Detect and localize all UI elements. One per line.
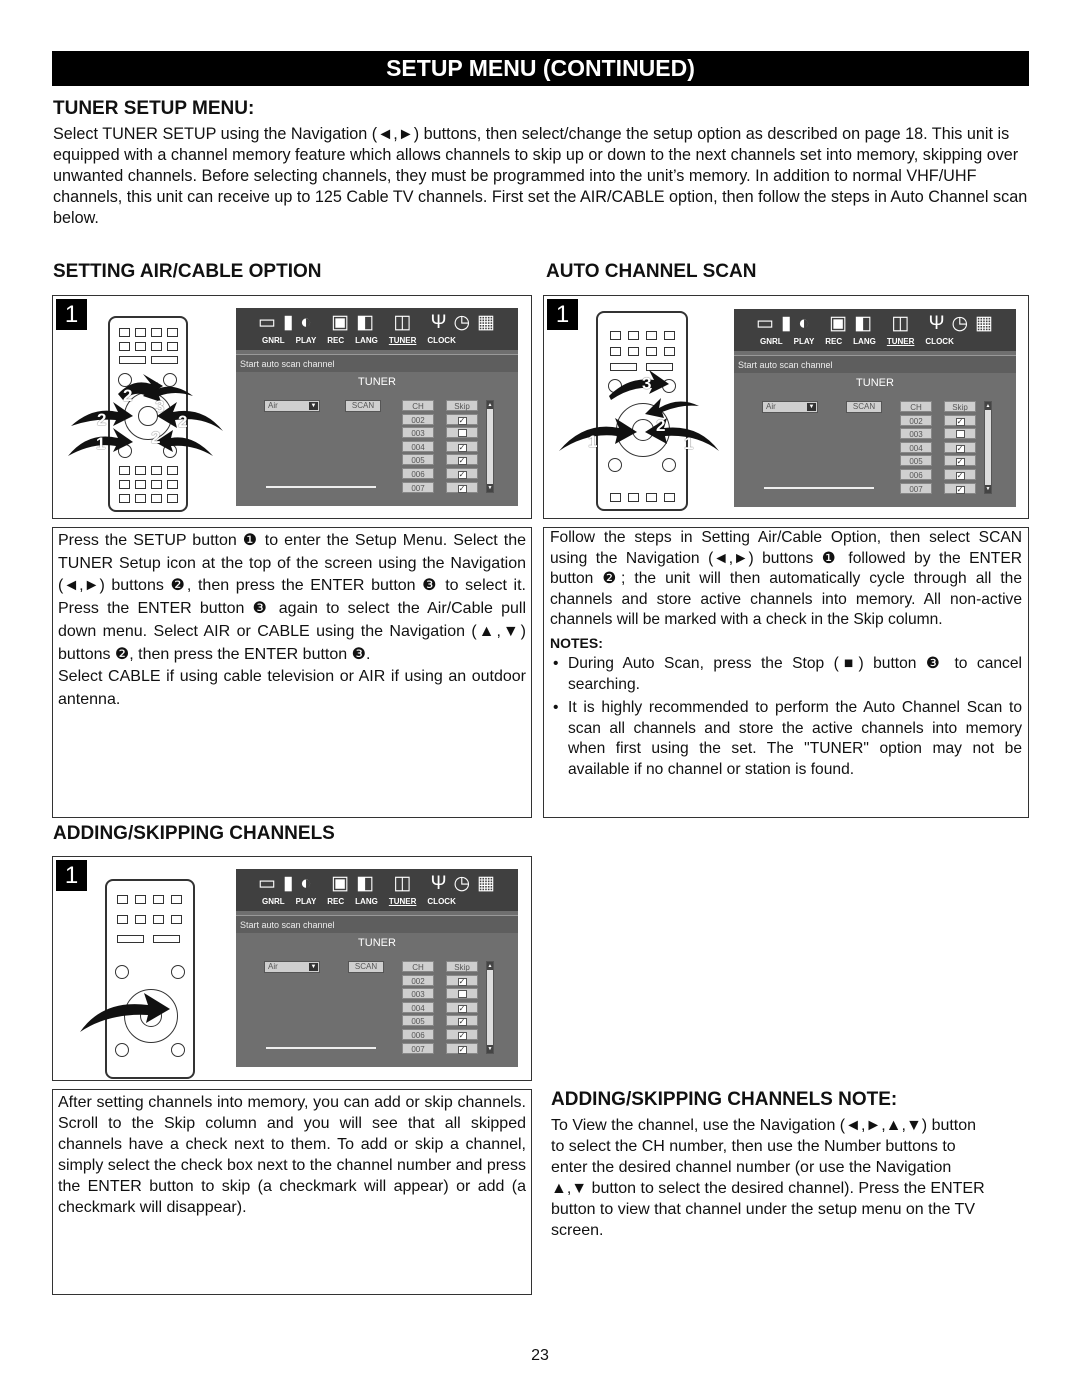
osd-status: Start auto scan channel — [734, 355, 1016, 373]
air-cable-heading: SETTING AIR/CABLE OPTION — [53, 261, 322, 282]
air-cable-instructions — [52, 527, 532, 818]
adding-heading: ADDING/SKIPPING CHANNELS — [53, 823, 335, 844]
auto-scan-heading: AUTO CHANNEL SCAN — [546, 261, 757, 282]
callout-number: 2 — [151, 428, 161, 447]
osd-tab-lang: LANG — [853, 337, 876, 346]
osd-tab-gnrl: GNRL — [760, 337, 783, 346]
chevron-down-icon: ▼ — [310, 964, 317, 970]
osd-tab-play: PLAY — [295, 897, 317, 906]
air-cable-select: Air ▼ — [762, 401, 818, 413]
auto-scan-instructions — [543, 527, 1029, 818]
osd-tab-icons: ▭▮◐ ▣◧ ◫ Ψ◷▦ — [258, 312, 502, 333]
osd-tab-gnrl: GNRL — [262, 336, 285, 345]
tv-osd-screen — [734, 309, 1016, 507]
adding-note-heading: ADDING/SKIPPING CHANNELS NOTE: — [551, 1089, 898, 1110]
osd-scrollbar: ▲ ▼ — [487, 402, 493, 491]
osd-icon-bar — [236, 308, 518, 350]
osd-tab-rec: REC — [327, 336, 345, 345]
osd-tab-lang: LANG — [355, 897, 378, 906]
chevron-down-icon: ▼ — [310, 403, 317, 409]
adding-illustration — [52, 856, 532, 1081]
tv-osd-screen — [236, 869, 518, 1067]
step-number: 1 — [547, 299, 578, 330]
callout-number: 3 — [642, 374, 652, 393]
arrow-icon — [78, 987, 188, 1037]
remote-control — [105, 879, 195, 1079]
osd-tab-tuner: TUNER — [388, 897, 417, 906]
osd-icon-bar — [236, 869, 518, 911]
step-number: 1 — [56, 299, 87, 330]
air-cable-select: Air ▼ — [264, 961, 320, 973]
auto-scan-text: Follow the steps in Setting Air/Cable Option, then select SCAN using the Navigation (◄,►) buttons ❶ followed by the ENTER button ❷; the unit will then automatically cycle through all the channels and store active channels into memory. All non-active channels will be marked with a check in the Skip column. — [550, 529, 1022, 629]
scan-button: SCAN — [345, 400, 381, 412]
osd-icon-bar — [734, 309, 1016, 351]
callout-number: 2 — [123, 386, 133, 405]
callout-number: 1 — [684, 434, 694, 453]
channel-column: CH 002 003 004 005 006 007 — [900, 401, 932, 496]
osd-tab-rec: REC — [825, 337, 843, 346]
scan-progress — [266, 1047, 376, 1049]
osd-tab-icons: ▭▮◐ ▣◧ ◫ Ψ◷▦ — [756, 313, 1000, 334]
channel-column: CH 002 003 004 005 006 007 — [402, 961, 434, 1056]
step-number: 1 — [56, 860, 87, 891]
air-cable-select: Air ▼ — [264, 400, 320, 412]
osd-tab-gnrl: GNRL — [262, 897, 285, 906]
osd-tab-rec: REC — [327, 897, 345, 906]
page-number: 23 — [531, 1347, 549, 1364]
osd-tab-clock: CLOCK — [427, 336, 456, 345]
osd-title: TUNER — [358, 937, 396, 949]
osd-tab-play: PLAY — [793, 337, 815, 346]
scan-progress — [266, 486, 376, 488]
tuner-setup-heading: TUNER SETUP MENU: — [53, 98, 255, 119]
osd-tab-clock: CLOCK — [427, 897, 456, 906]
osd-scrollbar: ▲ ▼ — [985, 403, 991, 492]
callout-number: 2 — [178, 412, 188, 431]
adding-instructions — [52, 1089, 532, 1295]
osd-scrollbar: ▲ ▼ — [487, 963, 493, 1052]
callout-number: 3 — [155, 397, 165, 416]
callout-number: 2 — [656, 416, 666, 435]
channel-column: CH 002 003 004 005 006 007 — [402, 400, 434, 495]
tv-osd-screen — [236, 308, 518, 506]
skip-column: Skip ✓ ✓ ✓ ✓ ✓ — [944, 401, 976, 496]
air-cable-illustration — [52, 295, 532, 519]
list-item: • During Auto Scan, press the Stop (■) button ❸ to cancel searching. — [550, 654, 1022, 695]
skip-column: Skip ✓ ✓ ✓ ✓ ✓ — [446, 400, 478, 495]
scan-button: SCAN — [846, 401, 882, 413]
osd-tab-clock: CLOCK — [925, 337, 954, 346]
skip-column: Skip ✓ ✓ ✓ ✓ ✓ — [446, 961, 478, 1056]
page-banner: SETUP MENU (CONTINUED) — [52, 51, 1029, 86]
notes-list — [550, 654, 1022, 781]
osd-status: Start auto scan channel — [236, 354, 518, 372]
scan-progress — [764, 487, 874, 489]
osd-title: TUNER — [358, 376, 396, 388]
adding-text: After setting channels into memory, you can add or skip channels. Scroll to the Skip column and you will see that all skipped channels have a check next to them. To add or skip a channel, simply select the check box next to the channel number and press the ENTER button to skip (a checkmark will appear) or add (a checkmark will disappear). — [58, 1094, 526, 1216]
chevron-down-icon: ▼ — [808, 404, 815, 410]
osd-tab-tuner: TUNER — [388, 336, 417, 345]
auto-scan-illustration — [543, 295, 1029, 519]
list-item: • It is highly recommended to perform the Auto Channel Scan to scan all channels and store the active channels into memory when first using the set. The "TUNER" option may not be available if no channel or station is found. — [550, 698, 1022, 780]
callout-number: 2 — [97, 410, 107, 429]
osd-tab-icons: ▭▮◐ ▣◧ ◫ Ψ◷▦ — [258, 873, 502, 894]
air-cable-text-2: Select CABLE if using cable television or AIR if using an outdoor antenna. — [58, 668, 526, 708]
adding-note-text: To View the channel, use the Navigation (◄,►,▲,▼) button to select the CH number, then use the Number buttons to enter the desired channel number (or use the Navigation ▲,▼ button to select the desired channel). Press the ENTER button to view that channel under the setup menu on the TV screen. — [551, 1117, 985, 1239]
tuner-setup-intro: Select TUNER SETUP using the Navigation (◄,►) buttons, then select/change the setup option as described on page 18. This unit is equipped with a channel memory feature which allows channels to skip up or down to the next channels set into memory, skipping over unwanted channels. Before selecting channels, they must be programmed into the unit’s memory. In addition to normal VHF/UHF channels, this unit can receive up to 125 Cable TV channels. First set the AIR/CABLE option, then follow the steps in Auto Channel scan below. — [53, 125, 1028, 227]
arrow-callouts — [63, 356, 233, 466]
air-cable-text: Press the SETUP button ❶ to enter the Setup Menu. Select the TUNER Setup icon at the top of the screen using the Navigation (◄,►) buttons ❷, then press the ENTER button ❸ to select it. Press the ENTER button ❸ again to select the Air/Cable pull down menu. Select AIR or CABLE using the Navigation (▲,▼) buttons ❷, then press the ENTER button ❸. — [58, 532, 526, 663]
osd-title: TUNER — [856, 377, 894, 389]
notes-title: NOTES: — [550, 634, 603, 651]
osd-tab-tuner: TUNER — [886, 337, 915, 346]
callout-number: 1 — [588, 432, 598, 451]
osd-status: Start auto scan channel — [236, 915, 518, 933]
osd-tab-play: PLAY — [295, 336, 317, 345]
osd-tab-lang: LANG — [355, 336, 378, 345]
scan-button: SCAN — [348, 961, 384, 973]
arrow-callouts — [549, 366, 729, 466]
callout-number: 1 — [96, 434, 106, 453]
